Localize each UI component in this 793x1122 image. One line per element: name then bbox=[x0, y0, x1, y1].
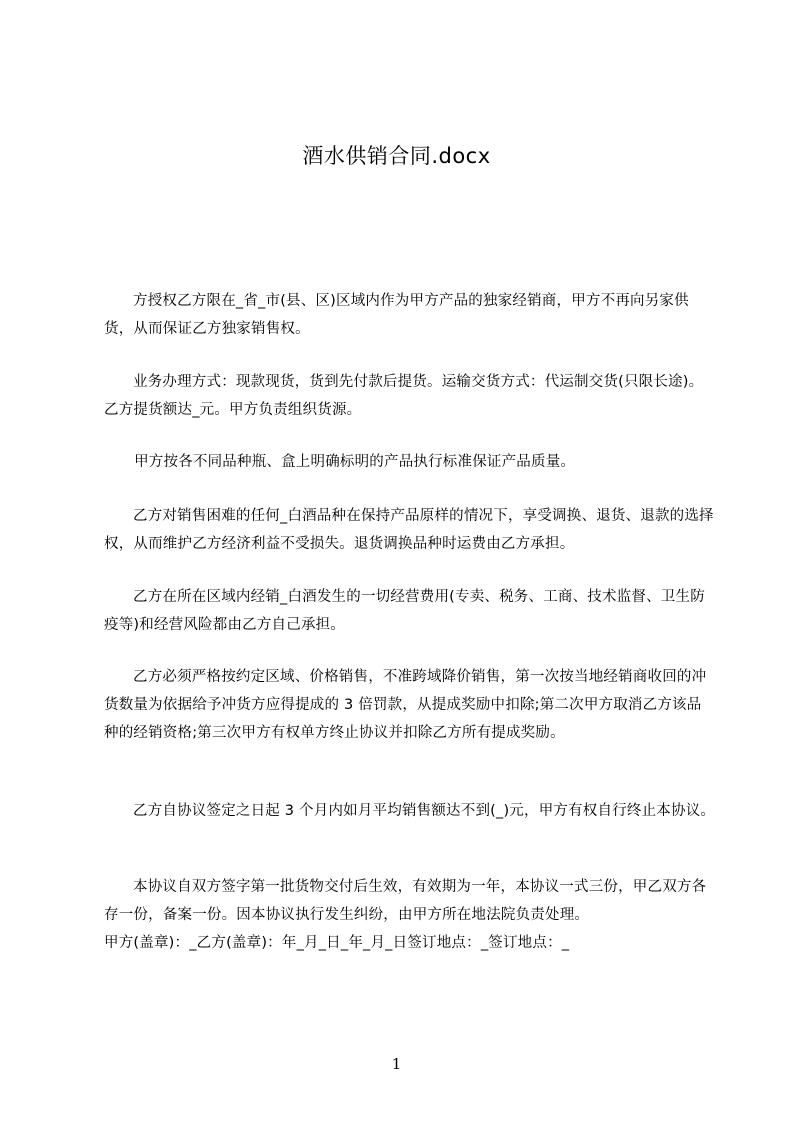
paragraph-validity: 本协议自双方签字第一批货物交付后生效，有效期为一年，本协议一式三份，甲乙双方各存一份，备案一份。因本协议执行发生纠纷，由甲方所在地法院负责处理。 bbox=[104, 879, 707, 923]
paragraph-business-terms: 业务办理方式：现款现货，货到先付款后提货。运输交货方式：代运制交货(只限长途)。乙方提货额达_元。甲方负责组织货源。 bbox=[104, 374, 704, 418]
page-number: 1 bbox=[391, 1055, 402, 1073]
paragraph-pricing-rules: 乙方必须严格按约定区域、价格销售，不准跨域降价销售，第一次按当地经销商收回的冲货数量为依据给予冲货方应得提成的 3 倍罚款，从提成奖励中扣除;第二次甲方取消乙方该品种的经销资格;第三次甲方有权单方终止协议并扣除乙方所有提成奖励。 bbox=[104, 669, 707, 741]
document-title: 酒水供销合同.docx bbox=[302, 144, 491, 168]
paragraph-quality-guarantee: 甲方按各不同品种瓶、盒上明确标明的产品执行标准保证产品质量。 bbox=[134, 454, 576, 470]
paragraph-exclusive-distribution: 方授权乙方限在_省_市(县、区)区域内作为甲方产品的独家经销商，甲方不再向另家供货，从而保证乙方独家销售权。 bbox=[104, 293, 689, 337]
signature-line: 甲方(盖章)：_乙方(盖章)：年_月_日_年_月_日签订地点：_签订地点：_ bbox=[104, 935, 570, 951]
paragraph-sales-target: 乙方自协议签定之日起 3 个月内如月平均销售额达不到(_)元，甲方有权自行终止本协议。 bbox=[133, 803, 716, 819]
paragraph-return-exchange: 乙方对销售困难的任何_白酒品种在保持产品原样的情况下，享受调换、退货、退款的选择权，从而维护乙方经济利益不受损失。退货调换品种时运费由乙方承担。 bbox=[104, 508, 714, 552]
paragraph-operating-costs: 乙方在所在区域内经销_白酒发生的一切经营费用(专卖、税务、工商、技术监督、卫生防疫等)和经营风险都由乙方自己承担。 bbox=[104, 589, 705, 633]
